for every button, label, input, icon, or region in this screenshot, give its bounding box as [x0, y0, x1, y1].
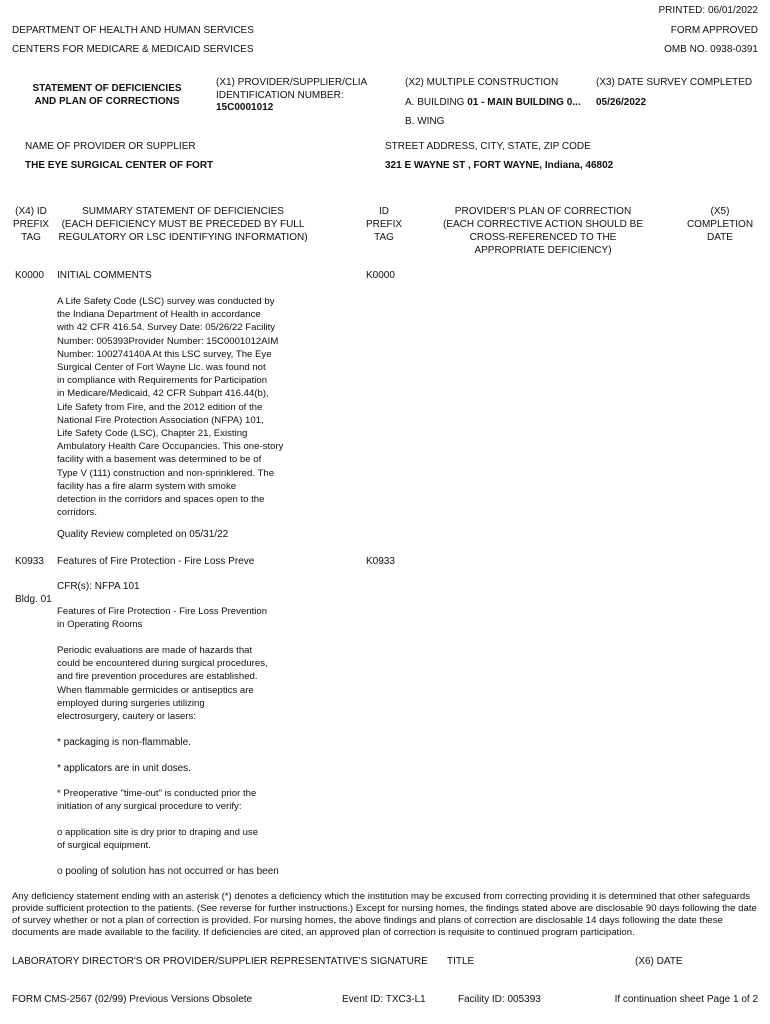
title-label: TITLE: [447, 956, 475, 967]
building-value: 01 - MAIN BUILDING 0...: [467, 97, 581, 108]
k0933-paragraph-3: * applicators are in unit doses.: [57, 763, 191, 774]
k0000-review: Quality Review completed on 05/31/22: [57, 529, 229, 540]
provider-name-value: THE EYE SURGICAL CENTER OF FORT: [25, 160, 214, 171]
centers-name: CENTERS FOR MEDICARE & MEDICAID SERVICES: [12, 44, 254, 55]
address-value: 321 E WAYNE ST , FORT WAYNE, Indiana, 46802: [385, 160, 614, 171]
k0933-tag: K0933: [15, 556, 44, 567]
col-plan: PROVIDER'S PLAN OF CORRECTION (EACH CORRECTIVE ACTION SHOULD BE CROSS-REFERENCED TO THE APPROPRIATE DEFICIENCY): [442, 206, 644, 256]
disclaimer: Any deficiency statement ending with an asterisk (*) denotes a deficiency which the institution may be excused from correcting providing it is determined that other safeguards provide sufficient protection to the patients. (See reverse for further instructions.) Except for nursing homes, the findings stated above are disclosable 90 days following the date of survey whether or not a plan of correction is provided. For nursing homes, the above findings and plans of correction are disclosable 14 days following the date these documents are made available to the facility. If deficiencies are cited, an approved plan of correction is requisite to continued program participation.: [12, 891, 757, 938]
col-summary: SUMMARY STATEMENT OF DEFICIENCIES (EACH DEFICIENCY MUST BE PRECEDED BY FULL REGULATORY OR LSC IDENTIFYING INFORMATION): [58, 206, 308, 243]
k0933-id-tag: K0933: [366, 556, 395, 567]
x2-label: (X2) MULTIPLE CONSTRUCTION: [405, 77, 559, 88]
address-label: STREET ADDRESS, CITY, STATE, ZIP CODE: [385, 141, 591, 152]
omb-number: OMB NO. 0938-0391: [664, 44, 758, 55]
k0000-paragraph: A Life Safety Code (LSC) survey was conducted by the Indiana Department of Health in accordance with 42 CFR 416.54. Survey Date: 05/26/22 Facility Number: 005393Provider Number: 15C0001012AIM Number: 100274140A At this LSC survey, The Eye Surgical Center of Fort Wayne Llc. was found not in compliance with Requirements for Participation in Medicare/Medicaid, 42 CFR Subpart 416.44(b), Life Safety from Fire, and the 2012 edition of the National Fire Protection Association (NFPA) 101, Life Safety Code (LSC), Chapter 21, Existing Ambulatory Health Care Occupancies. This one-story facility with a basement was determined to be of Type V (111) construction and non-sprinklered. The facility has a fire alarm system with smoke detection in the corridors and spaces open to the corridors.: [57, 296, 284, 519]
k0000-id-tag: K0000: [366, 270, 395, 281]
k0933-title: Features of Fire Protection - Fire Loss Preve: [57, 556, 255, 567]
printed-date: PRINTED: 06/01/2022: [658, 5, 758, 16]
k0933-paragraph-1: Periodic evaluations are made of hazards that could be encountered during surgical procedures, and fire prevention procedures are established. When flammable germicides or antiseptics are employed during surgeries utilizing electrosurgery, cautery or lasers:: [57, 645, 268, 723]
col-x4-prefix: (X4) ID PREFIX TAG: [12, 206, 50, 243]
k0933-paragraph-4: * Preoperative "time-out" is conducted prior the initiation of any surgical procedure to verify:: [57, 788, 257, 813]
x3-value: 05/26/2022: [596, 97, 647, 108]
k0000-title: INITIAL COMMENTS: [57, 270, 152, 281]
continuation-note: If continuation sheet Page 1 of 2: [614, 994, 758, 1005]
event-id: Event ID: TXC3-L1: [342, 994, 426, 1005]
form-approved: FORM APPROVED: [670, 25, 758, 36]
x1-label: (X1) PROVIDER/SUPPLIER/CLIA IDENTIFICATION NUMBER:: [216, 77, 368, 101]
form-id: FORM CMS-2567 (02/99) Previous Versions Obsolete: [12, 994, 253, 1005]
wing-label: B. WING: [405, 116, 445, 127]
k0933-paragraph-5: o application site is dry prior to draping and use of surgical equipment.: [57, 827, 259, 852]
k0000-tag: K0000: [15, 270, 44, 281]
k0933-paragraph-2: * packaging is non-flammable.: [57, 737, 191, 748]
statement-title: STATEMENT OF DEFICIENCIES AND PLAN OF CORRECTIONS: [32, 83, 182, 107]
x1-value: 15C0001012: [216, 102, 274, 113]
k0933-cfr: CFR(s): NFPA 101: [57, 581, 140, 592]
signature-label: LABORATORY DIRECTOR'S OR PROVIDER/SUPPLIER REPRESENTATIVE'S SIGNATURE: [12, 956, 428, 967]
k0933-paragraph-6: o pooling of solution has not occurred or has been: [57, 866, 279, 877]
k0933-subtitle: Features of Fire Protection - Fire Loss Prevention in Operating Rooms: [57, 606, 268, 631]
department-name: DEPARTMENT OF HEALTH AND HUMAN SERVICES: [12, 25, 254, 36]
x3-label: (X3) DATE SURVEY COMPLETED: [596, 77, 753, 88]
x6-date-label: (X6) DATE: [635, 956, 683, 967]
col-id-prefix: ID PREFIX TAG: [365, 206, 403, 243]
k0933-bldg: Bldg. 01: [15, 594, 52, 605]
col-x5-date: (X5) COMPLETION DATE: [686, 206, 754, 243]
building-row: [405, 96, 581, 109]
building-label: A. BUILDING: [405, 97, 465, 108]
facility-id: Facility ID: 005393: [458, 994, 541, 1005]
provider-name-label: NAME OF PROVIDER OR SUPPLIER: [25, 141, 196, 152]
